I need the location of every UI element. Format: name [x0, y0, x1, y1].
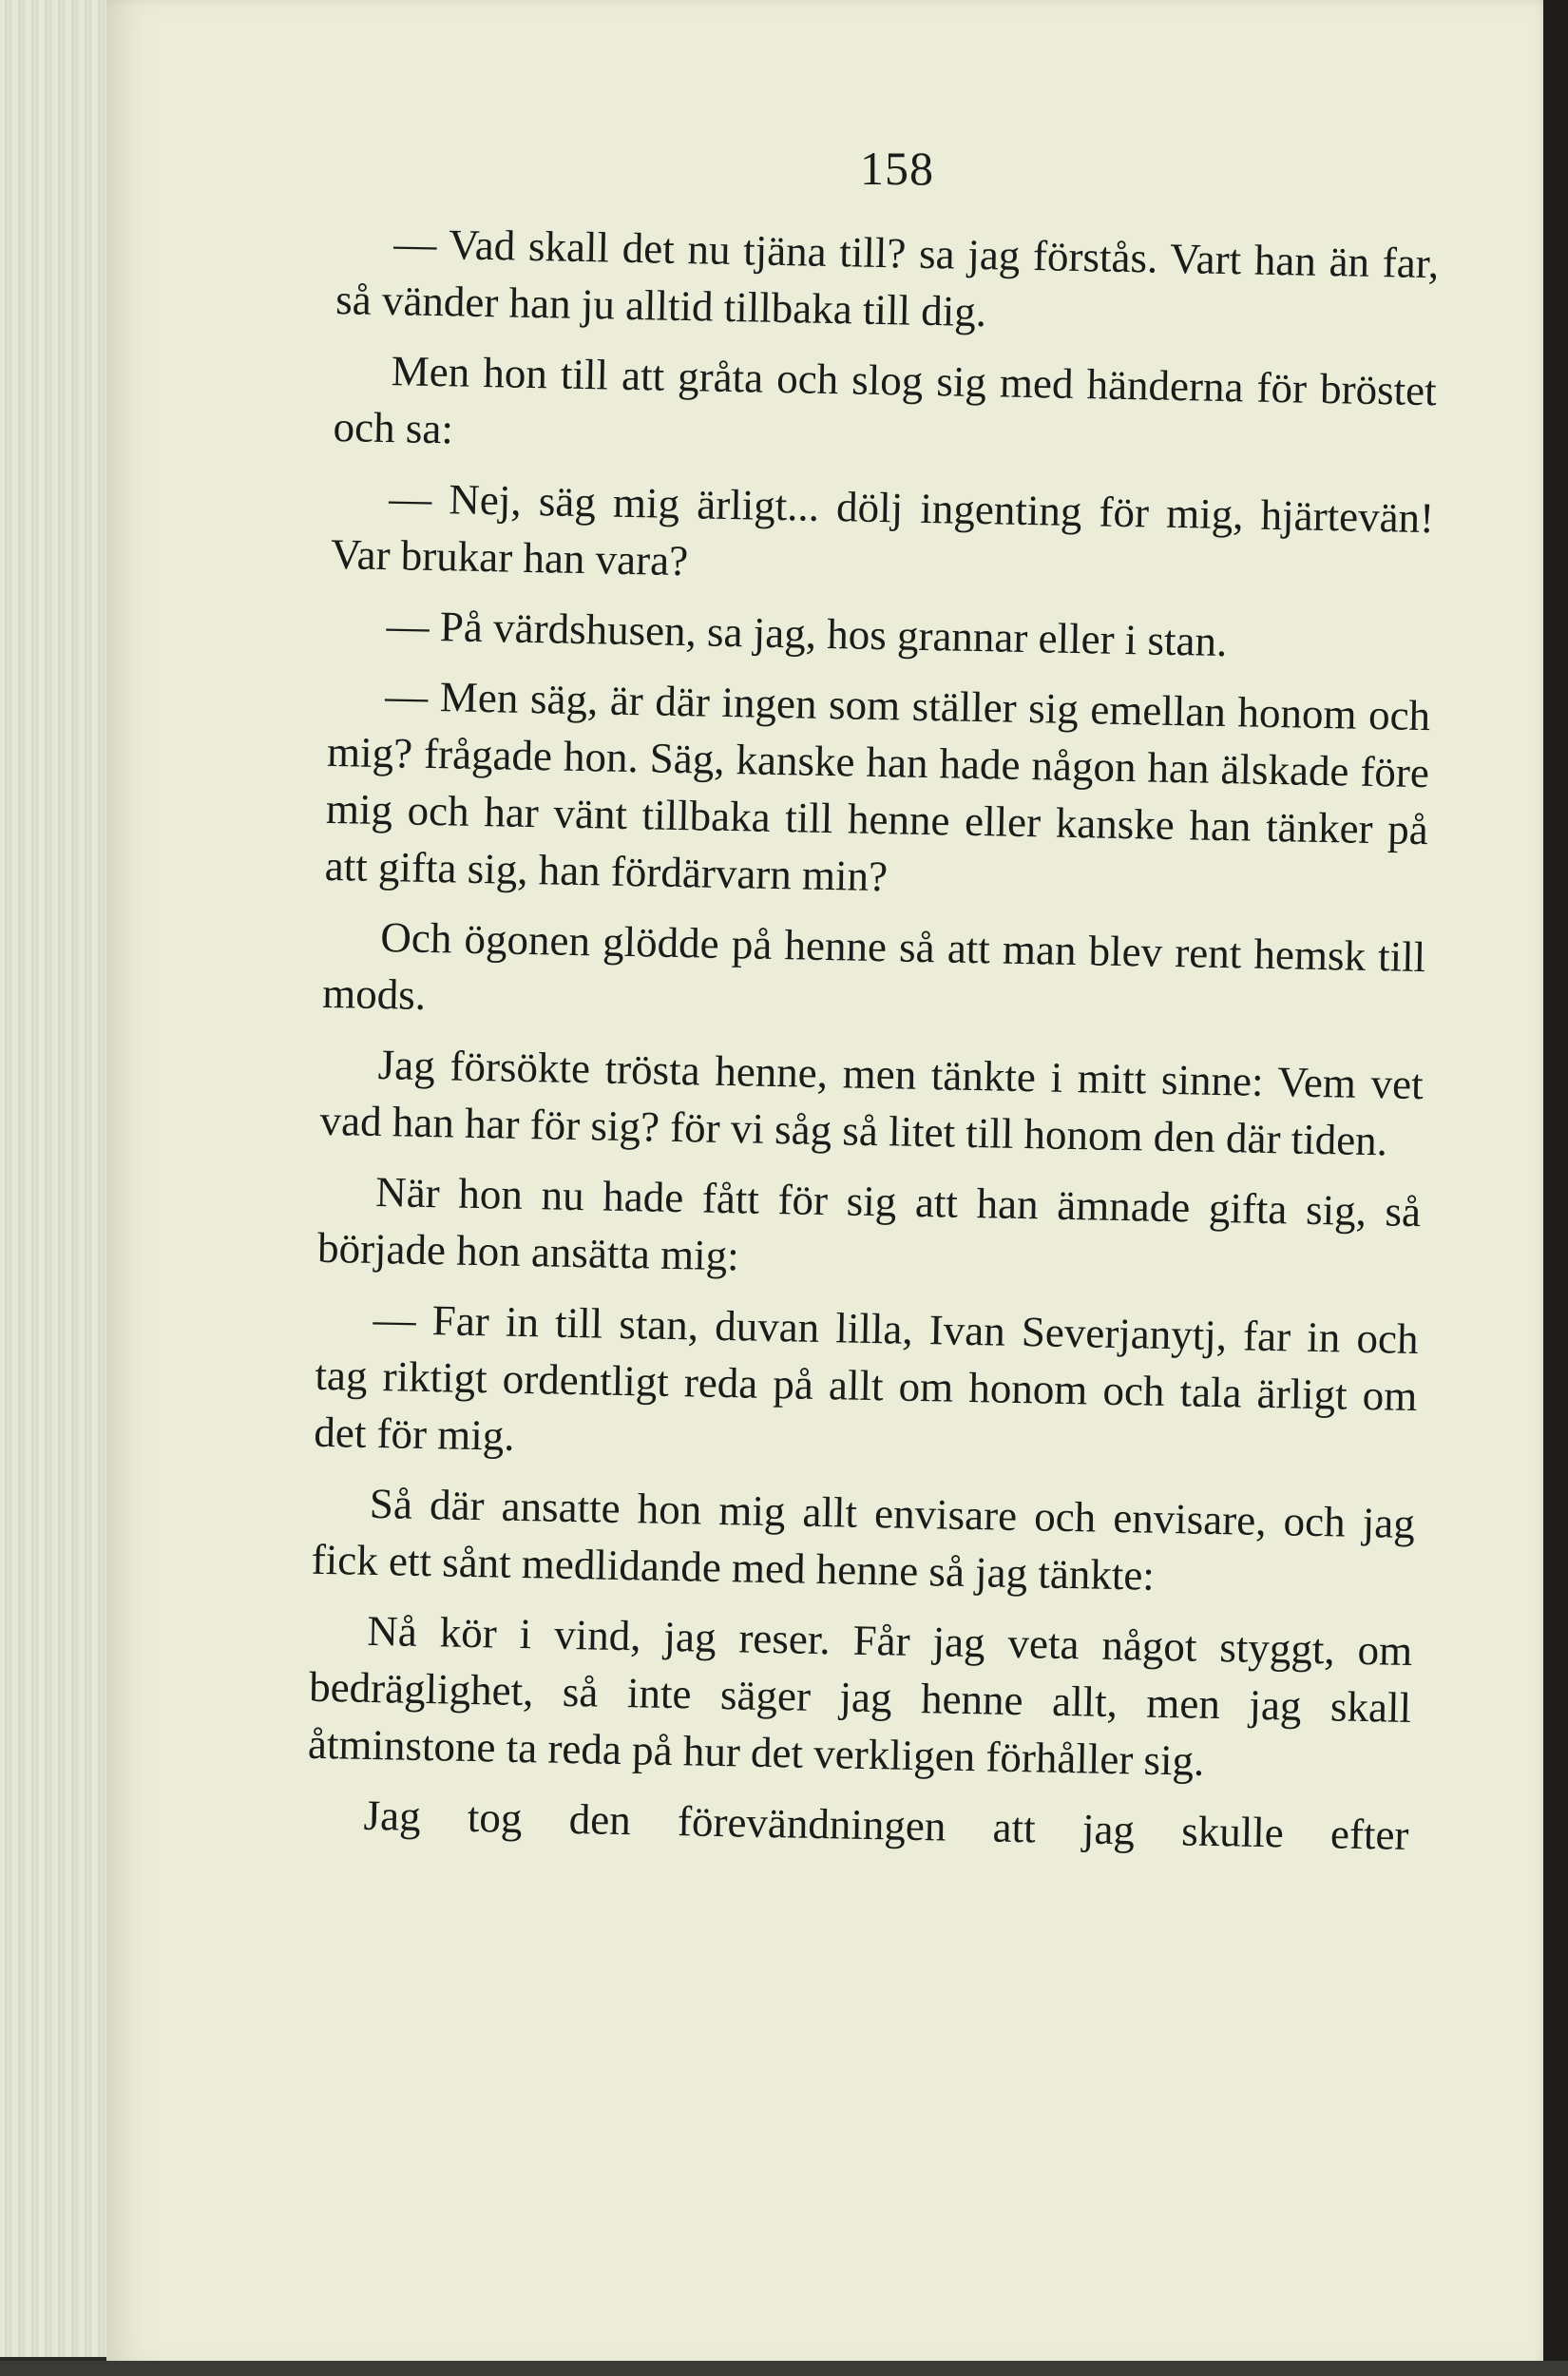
paragraph: Så där ansatte hon mig allt envisare och envisare, och jag fick ett sånt medlidande med henne så jag tänkte: — [311, 1479, 1416, 1600]
paragraph: — Nej, säg mig ärligt... dölj ingenting för mig, hjärtevän! Var brukar han vara? — [330, 474, 1435, 585]
paragraph: När hon nu hade fått för sig att han ämnade gifta sig, så började hon ansätta mig: — [316, 1167, 1422, 1280]
paragraph: — Men säg, är där ingen som ställer sig emellan honom och mig? frågade hon. Säg, kanske han hade någon han älskade före mig och har vänt tillbaka till henne eller kanske han tänker på att gifta sig, han fördärvarn min? — [324, 672, 1431, 901]
paragraph: — Vad skall det nu tjäna till? sa jag förstås. Vart han än far, så vänder han ju alltid tillbaka till dig. — [335, 220, 1440, 336]
paragraph: Jag försökte trösta henne, men tänkte i mitt sinne: Vem vet vad han har för sig? för vi såg så litet till honom den där tiden. — [319, 1040, 1425, 1165]
paragraph: Jag tog den förevändningen att jag skulle efter — [363, 1791, 1409, 1859]
paragraph: — På värdshusen, sa jag, hos grannar eller i stan. — [386, 602, 1228, 666]
paragraph: Och ögonen glödde på henne så att man blev rent hemsk till mods. — [321, 913, 1426, 1019]
paragraph: Nå kör i vind, jag reser. Får jag veta något styggt, om bedräglighet, så inte säger jag henne allt, men jag skall åtminstone ta reda på hur det verkligen förhåller sig. — [307, 1606, 1413, 1785]
page-number: 158 — [860, 142, 934, 195]
body-text — [306, 214, 1440, 1877]
paragraph: — Far in till stan, duvan lilla, Ivan Severjanytj, far in och tag riktigt ordentligt reda på allt om honom och tala ärligt om det för mig. — [313, 1294, 1419, 1460]
bottom-edge — [0, 2361, 1568, 2376]
background-edge — [1543, 0, 1568, 2376]
page-edges — [0, 0, 114, 2357]
paragraph: Men hon till att gråta och slog sig med händerna för bröstet och sa: — [333, 347, 1438, 453]
